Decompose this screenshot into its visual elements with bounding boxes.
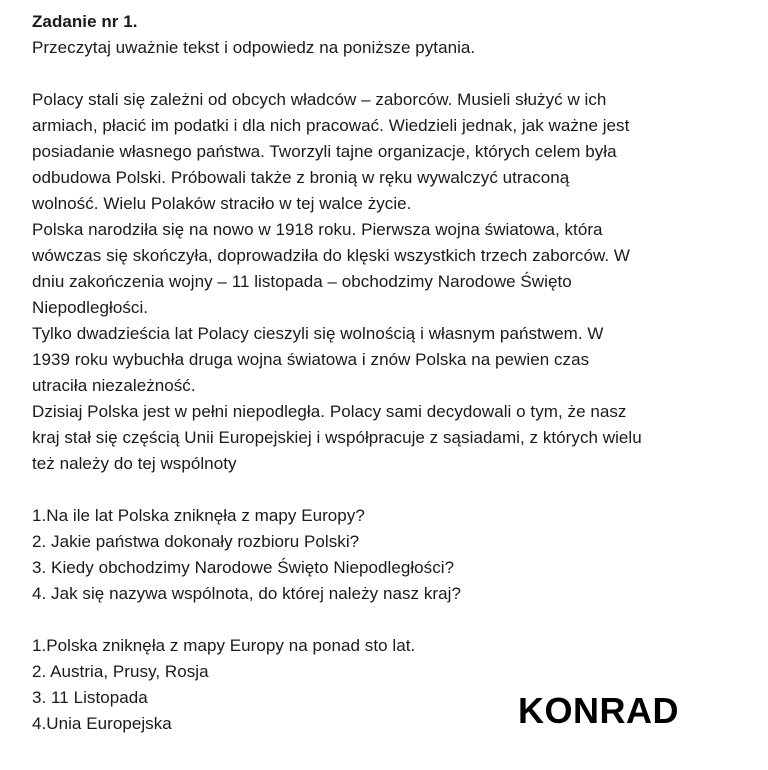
text-line: wówczas się skończyła, doprowadziła do klęski wszystkich trzech zaborców. W xyxy=(32,246,631,265)
text-line: Polska narodziła się na nowo w 1918 roku. Pierwsza wojna światowa, która xyxy=(32,220,603,239)
spacer xyxy=(32,607,738,633)
task-instruction: Przeczytaj uważnie tekst i odpowiedz na poniższe pytania. xyxy=(32,38,476,57)
text-line: utraciła niezależność. xyxy=(32,376,196,395)
questions-list xyxy=(32,503,738,607)
spacer xyxy=(32,477,738,503)
text-line: odbudowa Polski. Próbowali także z bronią w ręku wywalczyć utraconą xyxy=(32,168,570,187)
spacer xyxy=(32,61,738,87)
question-item: 4. Jak się nazywa wspólnota, do której należy nasz kraj? xyxy=(32,584,461,603)
question-item: 2. Jakie państwa dokonały rozbioru Polski? xyxy=(32,532,360,551)
question-item: 1.Na ile lat Polska zniknęła z mapy Europy? xyxy=(32,506,365,525)
text-line: armiach, płacić im podatki i dla nich pracować. Wiedzieli jednak, jak ważne jest xyxy=(32,116,630,135)
text-line: dniu zakończenia wojny – 11 listopada – obchodzimy Narodowe Święto xyxy=(32,272,572,291)
question-item: 3. Kiedy obchodzimy Narodowe Święto Niepodległości? xyxy=(32,558,455,577)
text-line: Polacy stali się zależni od obcych władców – zaborców. Musieli służyć w ich xyxy=(32,90,607,109)
task-title: Zadanie nr 1. xyxy=(32,12,138,31)
text-line: wolność. Wielu Polaków straciło w tej walce życie. xyxy=(32,194,412,213)
answer-item: 3. 11 Listopada xyxy=(32,688,148,707)
author-signature: KONRAD xyxy=(518,690,679,731)
text-line: 1939 roku wybuchła druga wojna światowa i znów Polska na pewien czas xyxy=(32,350,590,369)
text-line: kraj stał się częścią Unii Europejskiej i współpracuje z sąsiadami, z których wielu xyxy=(32,428,642,447)
answer-item: 4.Unia Europejska xyxy=(32,714,172,733)
text-line: posiadanie własnego państwa. Tworzyli tajne organizacje, których celem była xyxy=(32,142,617,161)
document xyxy=(32,9,738,737)
text-line: Tylko dwadzieścia lat Polacy cieszyli się wolnością i własnym państwem. W xyxy=(32,324,604,343)
answer-item: 1.Polska zniknęła z mapy Europy na ponad sto lat. xyxy=(32,636,416,655)
text-line: Dzisiaj Polska jest w pełni niepodległa. Polacy sami decydowali o tym, że nasz xyxy=(32,402,627,421)
text-line: Niepodległości. xyxy=(32,298,149,317)
text-line: też należy do tej wspólnoty xyxy=(32,454,237,473)
reading-text xyxy=(32,87,738,477)
answer-item: 2. Austria, Prusy, Rosja xyxy=(32,662,209,681)
